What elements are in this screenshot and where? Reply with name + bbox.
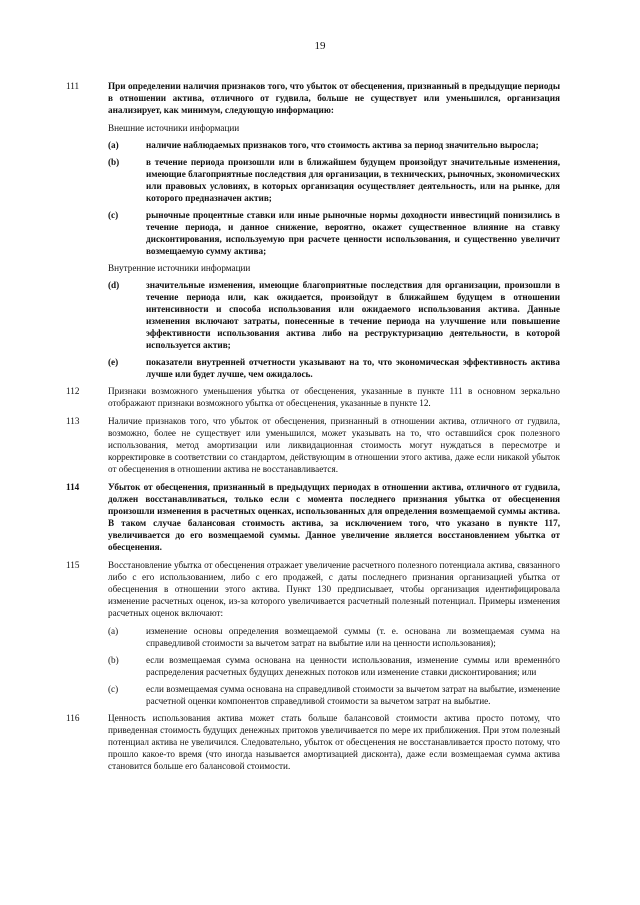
- internal-sources-heading: Внутренние источники информации: [108, 263, 251, 273]
- list-item-111b: [108, 156, 560, 204]
- paragraph-text: Восстановление убытка от обесценения отражает увеличение расчетного полезного потенциала актива, связанного либо с его использованием, либо с его продажей, с даты последнего признания организацией убытка от обесценения в отношении этого актива. Пункт 130 предписывает, чтобы организация идентифицировала изменение расчетных оценок, из-за которого увеличивается расчетный полезный потенциал. Примеры изменения расчетных оценок включают:: [108, 560, 560, 618]
- paragraph-number: 113: [66, 416, 80, 426]
- list-label: (e): [108, 357, 119, 367]
- list-text: показатели внутренней отчетности указывают на то, что экономическая эффективность актива лучше или будет лучше, чем ожидалось.: [146, 357, 560, 379]
- paragraph-116: [66, 712, 560, 772]
- list-item-115b: [108, 654, 560, 678]
- list-label: (a): [108, 626, 119, 636]
- list-label: (d): [108, 280, 120, 290]
- list-item-111a: [108, 139, 560, 151]
- list-text: рыночные процентные ставки или иные рыночные нормы доходности инвестиций понизились в течение периода, и данное снижение, вероятно, окажет существенное влияние на ставку дисконтирования, используемую при расчете ценности использования, и существенно увеличит возмещаемую сумму актива;: [146, 210, 560, 256]
- list-text: наличие наблюдаемых признаков того, что стоимость актива за период значительно выросла;: [146, 140, 539, 150]
- paragraph-112: [66, 385, 560, 409]
- list-label: (b): [108, 655, 119, 665]
- paragraph-text: Ценность использования актива может стать больше балансовой стоимости актива просто потому, что приведенная стоимость будущих денежных притоков увеличивается по мере их приближения. При этом полезный потенциал актива не увеличился. Следовательно, убыток от обесценения не восстанавливается просто потому, что прошло какое-то время (что иногда называется амортизацией дисконта), даже если возмещаемая сумма актива становится больше его балансовой стоимости.: [108, 713, 560, 771]
- page-number: 19: [314, 40, 326, 52]
- document-body: [66, 80, 560, 778]
- list-text: изменение основы определения возмещаемой суммы (т. е. основана ли возмещаемая сумма на справедливой стоимости за вычетом затрат на выбытие или на ценности использования);: [146, 626, 560, 648]
- paragraph-text: При определении наличия признаков того, что убыток от обесценения, признанный в предыдущие периоды в отношении актива, отличного от гудвила, больше не существует или уменьшился, организация анализирует, как минимум, следующую информацию:: [108, 81, 560, 115]
- list-item-111d: [108, 279, 560, 351]
- paragraph-number: 115: [66, 560, 80, 570]
- external-sources-heading: Внешние источники информации: [108, 123, 240, 133]
- list-text: если возмещаемая сумма основана на ценности использования, изменение суммы или временнóго распределения расчетных будущих денежных потоков или изменение ставки дисконтирования; или: [146, 655, 560, 677]
- list-item-111e: [108, 356, 560, 380]
- list-label: (a): [108, 140, 119, 150]
- paragraph-number: 116: [66, 713, 80, 723]
- paragraph-number: 114: [66, 482, 80, 492]
- list-item-111c: [108, 209, 560, 257]
- list-item-115a: [108, 625, 560, 649]
- list-text: значительные изменения, имеющие благоприятные последствия для организации, произошли в течение периода или, как ожидается, произойдут в ближайшем будущем в отношении интенсивности и способа использования или ожидаемого использования актива. Данные изменения включают затраты, понесенные в течение периода на улучшение или повышение эффективности использования актива либо на реструктуризацию деятельности, в которой используется актив;: [146, 280, 560, 350]
- paragraph-text: Наличие признаков того, что убыток от обесценения, признанный в отношении актива, отличного от гудвила, возможно, более не существует или уменьшился, может указывать на то, что оставшийся срок полезного использования, метод амортизации или ликвидационная стоимость могут нуждаться в пересмотре и корректировке в соответствии со стандартом, действующим в отношении этого актива, даже если никакой убыток от обесценения в отношении актива не восстанавливается.: [108, 416, 560, 474]
- list-label: (c): [108, 210, 119, 220]
- list-label: (c): [108, 684, 119, 694]
- list-label: (b): [108, 157, 120, 167]
- paragraph-113: [66, 415, 560, 475]
- paragraph-111: [66, 80, 560, 116]
- paragraph-text: Убыток от обесценения, признанный в предыдущих периодах в отношении актива, отличного от гудвила, должен восстанавливаться, только если с момента последнего признания убытка от обесценения произошли изменения в расчетных оценках, использованных для определения возмещаемой суммы актива. В таком случае балансовая стоимость актива, за исключением того, что указано в пункте 117, увеличивается до его возмещаемой суммы. Данное увеличение является восстановлением убытка от обесценения.: [108, 482, 560, 552]
- paragraph-text: Признаки возможного уменьшения убытка от обесценения, указанные в пункте 111 в основном зеркально отображают признаки возможного убытка от обесценения, указанные в пункте 12.: [108, 386, 560, 408]
- paragraph-number: 112: [66, 386, 80, 396]
- list-text: в течение периода произошли или в ближайшем будущем произойдут значительные изменения, имеющие благоприятные последствия для организации, в технических, рыночных, экономических или правовых условиях, в которых организация осуществляет деятельность, или на рынке, для которого предназначен актив;: [146, 157, 560, 203]
- paragraph-number: 111: [66, 81, 80, 91]
- paragraph-114: [66, 481, 560, 553]
- list-item-115c: [108, 683, 560, 707]
- paragraph-115: [66, 559, 560, 619]
- list-text: если возмещаемая сумма основана на справедливой стоимости за вычетом затрат на выбытие, изменение расчетной оценки компонентов справедливой стоимости за вычетом затрат на выбытие.: [146, 684, 560, 706]
